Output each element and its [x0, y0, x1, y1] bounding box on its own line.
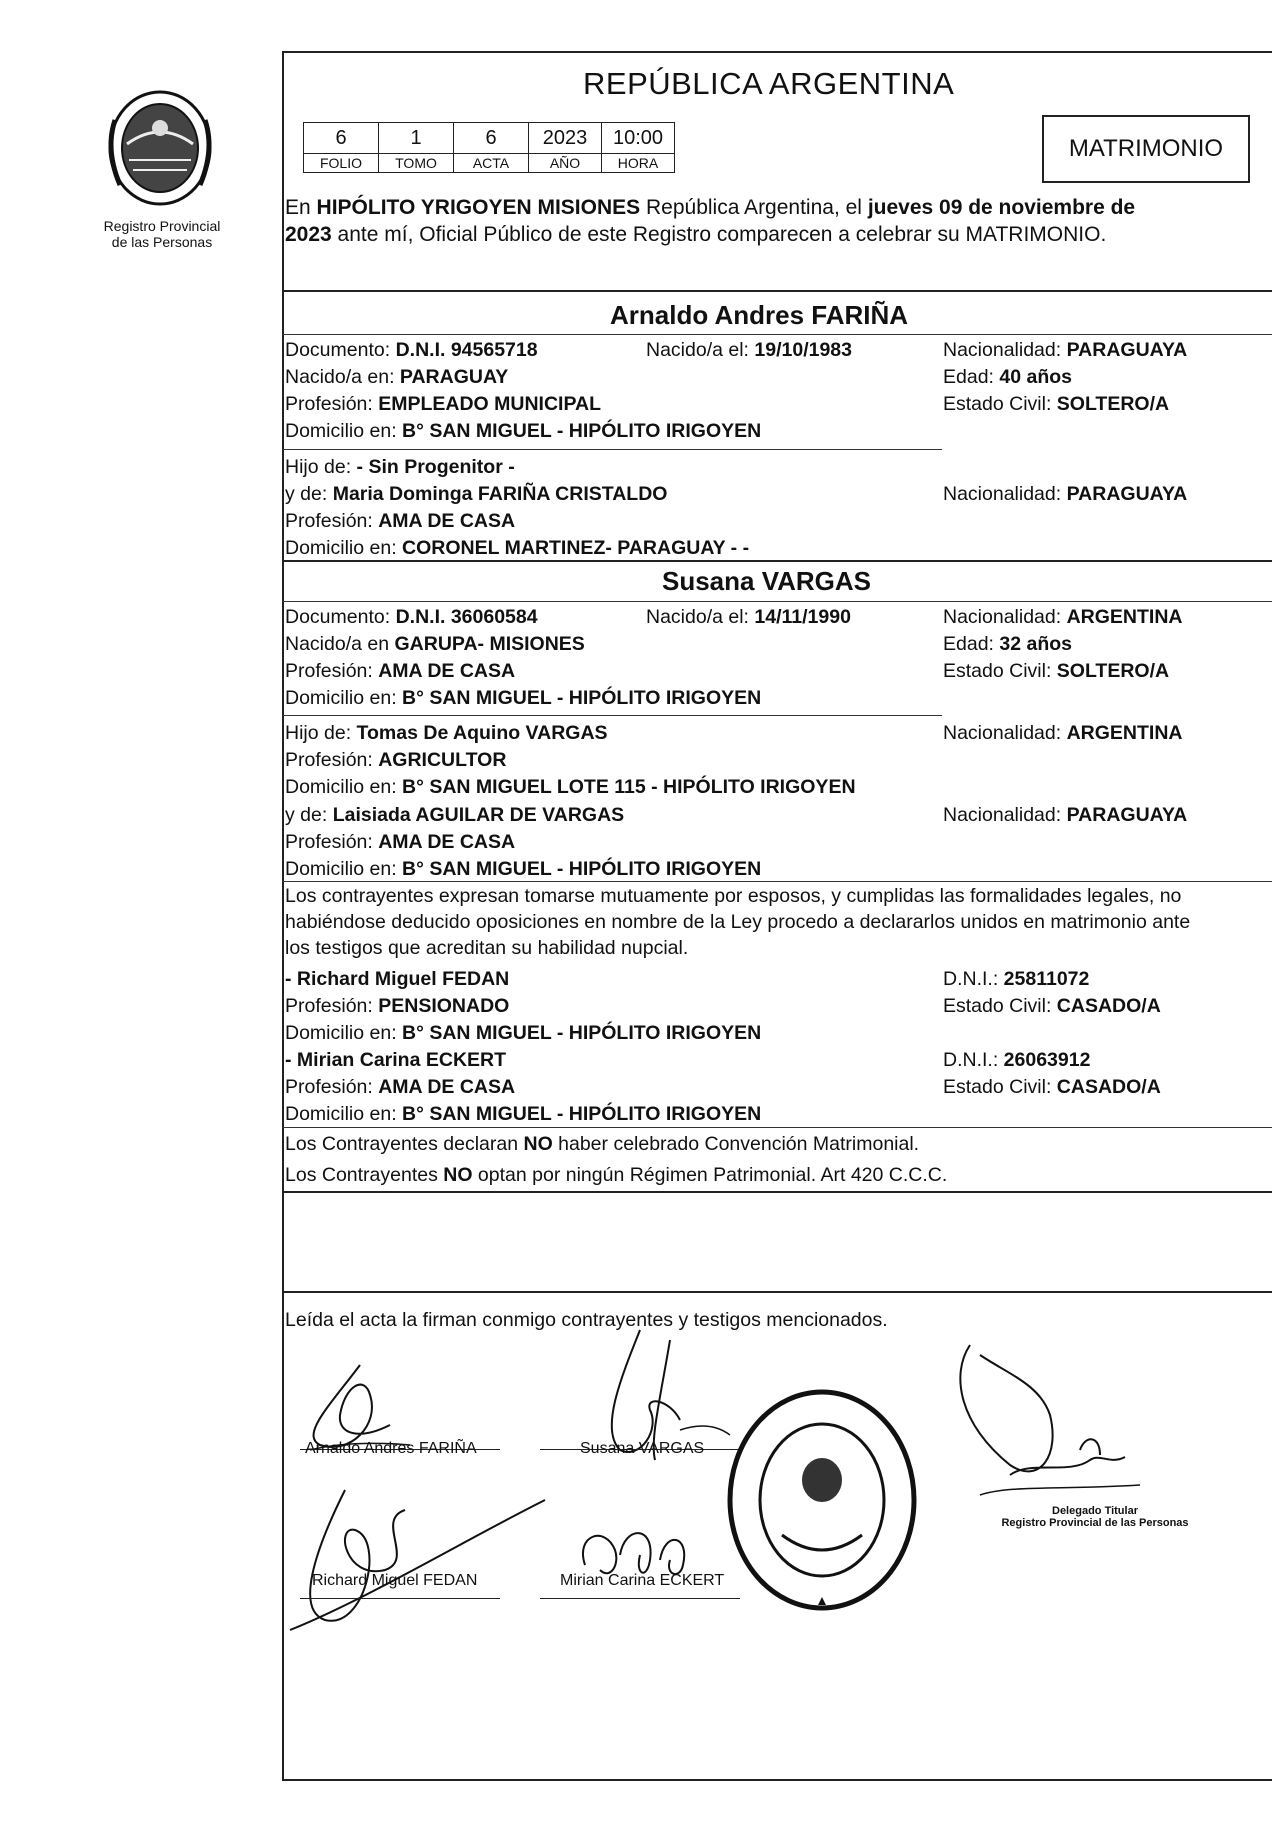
declaration-line-1: Los contrayentes expresan tomarse mutuamente por esposos, y cumplidas las formalidades legales, no — [285, 885, 1182, 907]
groom-civil-status: Estado Civil: SOLTERO/A — [943, 393, 1170, 415]
agency-logo — [95, 80, 225, 210]
groom-mother-address: Domicilio en: CORONEL MARTINEZ- PARAGUAY - - — [285, 537, 750, 559]
witness-1-civil-status: Estado Civil: CASADO/A — [943, 995, 1161, 1017]
witness-2-profession: Profesión: AMA DE CASA — [285, 1076, 516, 1098]
groom-profession: Profesión: EMPLEADO MUNICIPAL — [285, 393, 602, 415]
witness2-signature-label: Mirian Carina ECKERT — [560, 1572, 725, 1589]
agency-name-line2: de las Personas — [111, 234, 213, 250]
witness2-signature-line — [540, 1598, 740, 1599]
groom-age: Edad: 40 años — [943, 366, 1073, 388]
folio-value: 6 — [304, 123, 379, 154]
groom-address: Domicilio en: B° SAN MIGUEL - HIPÓLITO IRIGOYEN — [285, 420, 762, 442]
divider — [282, 1291, 1272, 1293]
bride-birth-place: Nacido/a en GARUPA- MISIONES — [285, 633, 585, 655]
bride-age: Edad: 32 años — [943, 633, 1073, 655]
groom-document: Documento: D.N.I. 94565718 — [285, 339, 538, 361]
bride-father-profession: Profesión: AGRICULTOR — [285, 749, 507, 771]
bride-mother-profession: Profesión: AMA DE CASA — [285, 831, 516, 853]
groom-father: Hijo de: - Sin Progenitor - — [285, 456, 515, 478]
intro-date: jueves 09 de noviembre de — [867, 196, 1136, 219]
witness1-signature-line — [300, 1598, 500, 1599]
bride-nationality: Nacionalidad: ARGENTINA — [943, 606, 1183, 628]
witness-1-profession: Profesión: PENSIONADO — [285, 995, 510, 1017]
witness1-signature-icon — [285, 1480, 555, 1640]
official-credentials — [980, 1505, 1210, 1529]
country-title: REPÚBLICA ARGENTINA — [583, 66, 955, 101]
intro-line-2 — [285, 223, 1106, 247]
bride-father: Hijo de: Tomas De Aquino VARGAS — [285, 722, 608, 744]
intro-line-1 — [285, 196, 1135, 220]
witness-2-dni: D.N.I.: 26063912 — [943, 1049, 1091, 1071]
hora-value: 10:00 — [602, 123, 675, 154]
bride-document: Documento: D.N.I. 36060584 — [285, 606, 538, 628]
province-seal-icon — [95, 80, 225, 210]
agency-name-line1: Registro Provincial — [103, 218, 221, 234]
divider — [282, 601, 1272, 602]
groom-signature-label: Arnaldo Andres FARIÑA — [305, 1440, 477, 1457]
bride-civil-status: Estado Civil: SOLTERO/A — [943, 660, 1170, 682]
groom-birth-date: Nacido/a el: 19/10/1983 — [646, 339, 853, 361]
witness-2-civil-status: Estado Civil: CASADO/A — [943, 1076, 1161, 1098]
divider — [282, 334, 1272, 335]
groom-mother: y de: Maria Dominga FARIÑA CRISTALDO — [285, 483, 668, 505]
intro-year: 2023 — [285, 223, 332, 246]
declaration-line-3: los testigos que acreditan su habilidad nupcial. — [285, 937, 689, 959]
acta-value: 6 — [454, 123, 529, 154]
bride-profession: Profesión: AMA DE CASA — [285, 660, 516, 682]
official-title: Delegado Titular — [1052, 1505, 1138, 1517]
witness1-signature-label: Richard Miguel FEDAN — [312, 1572, 478, 1589]
intro-prefix: En — [285, 196, 317, 219]
witness-2-name: - Mirian Carina ECKERT — [285, 1049, 507, 1071]
bride-birth-date: Nacido/a el: 14/11/1990 — [646, 606, 851, 628]
tomo-value: 1 — [379, 123, 454, 154]
bride-father-address: Domicilio en: B° SAN MIGUEL LOTE 115 - HIPÓLITO IRIGOYEN — [285, 776, 856, 798]
intro-place: HIPÓLITO YRIGOYEN MISIONES — [316, 196, 641, 219]
acta-label: ACTA — [454, 154, 529, 173]
convention-statement: Los Contrayentes declaran NO haber celebrado Convención Matrimonial. — [285, 1133, 920, 1155]
groom-name: Arnaldo Andres FARIÑA — [610, 300, 909, 330]
divider — [282, 715, 942, 716]
witness-1-address: Domicilio en: B° SAN MIGUEL - HIPÓLITO IRIGOYEN — [285, 1022, 762, 1044]
divider — [282, 449, 942, 450]
anio-value: 2023 — [529, 123, 602, 154]
bride-mother-address: Domicilio en: B° SAN MIGUEL - HIPÓLITO IRIGOYEN — [285, 858, 762, 880]
groom-mother-profession: Profesión: AMA DE CASA — [285, 510, 516, 532]
intro-rest: ante mí, Oficial Público de este Registro comparecen a celebrar su MATRIMONIO. — [331, 223, 1107, 246]
official-stamp-icon — [722, 1385, 922, 1615]
agency-name — [92, 218, 232, 250]
bride-address: Domicilio en: B° SAN MIGUEL - HIPÓLITO IRIGOYEN — [285, 687, 762, 709]
divider — [282, 881, 1272, 882]
closing-statement: Leída el acta la firman conmigo contrayentes y testigos mencionados. — [285, 1309, 888, 1331]
groom-mother-nationality: Nacionalidad: PARAGUAYA — [943, 483, 1188, 505]
declaration-line-2: habiéndose deducido oposiciones en nombre de la Ley procedo a declararlos unidos en matrimonio ante — [285, 911, 1191, 933]
bride-father-nationality: Nacionalidad: ARGENTINA — [943, 722, 1183, 744]
anio-label: AÑO — [529, 154, 602, 173]
hora-label: HORA — [602, 154, 675, 173]
act-type: MATRIMONIO — [1068, 135, 1224, 162]
regime-statement: Los Contrayentes NO optan por ningún Régimen Patrimonial. Art 420 C.C.C. — [285, 1164, 948, 1186]
intro-mid: República Argentina, el — [640, 196, 868, 219]
bride-signature-label: Susana VARGAS — [580, 1440, 705, 1457]
act-type-box — [1042, 115, 1250, 183]
witness-1-name: - Richard Miguel FEDAN — [285, 968, 510, 990]
tomo-label: TOMO — [379, 154, 454, 173]
bride-signature-icon — [560, 1320, 740, 1490]
groom-nationality: Nacionalidad: PARAGUAYA — [943, 339, 1188, 361]
divider — [282, 290, 1272, 292]
bride-mother: y de: Laisiada AGUILAR DE VARGAS — [285, 804, 625, 826]
witness-2-address: Domicilio en: B° SAN MIGUEL - HIPÓLITO IRIGOYEN — [285, 1103, 762, 1125]
divider — [282, 1191, 1272, 1193]
official-org: Registro Provincial de las Personas — [1001, 1517, 1189, 1529]
groom-birth-place: Nacido/a en: PARAGUAY — [285, 366, 509, 388]
divider — [282, 560, 1272, 562]
divider — [282, 1127, 1272, 1128]
folio-label: FOLIO — [304, 154, 379, 173]
bride-name: Susana VARGAS — [662, 566, 872, 596]
registry-meta-table — [303, 122, 675, 173]
bride-mother-nationality: Nacionalidad: PARAGUAYA — [943, 804, 1188, 826]
witness-1-dni: D.N.I.: 25811072 — [943, 968, 1090, 990]
official-signature-icon — [950, 1335, 1190, 1520]
